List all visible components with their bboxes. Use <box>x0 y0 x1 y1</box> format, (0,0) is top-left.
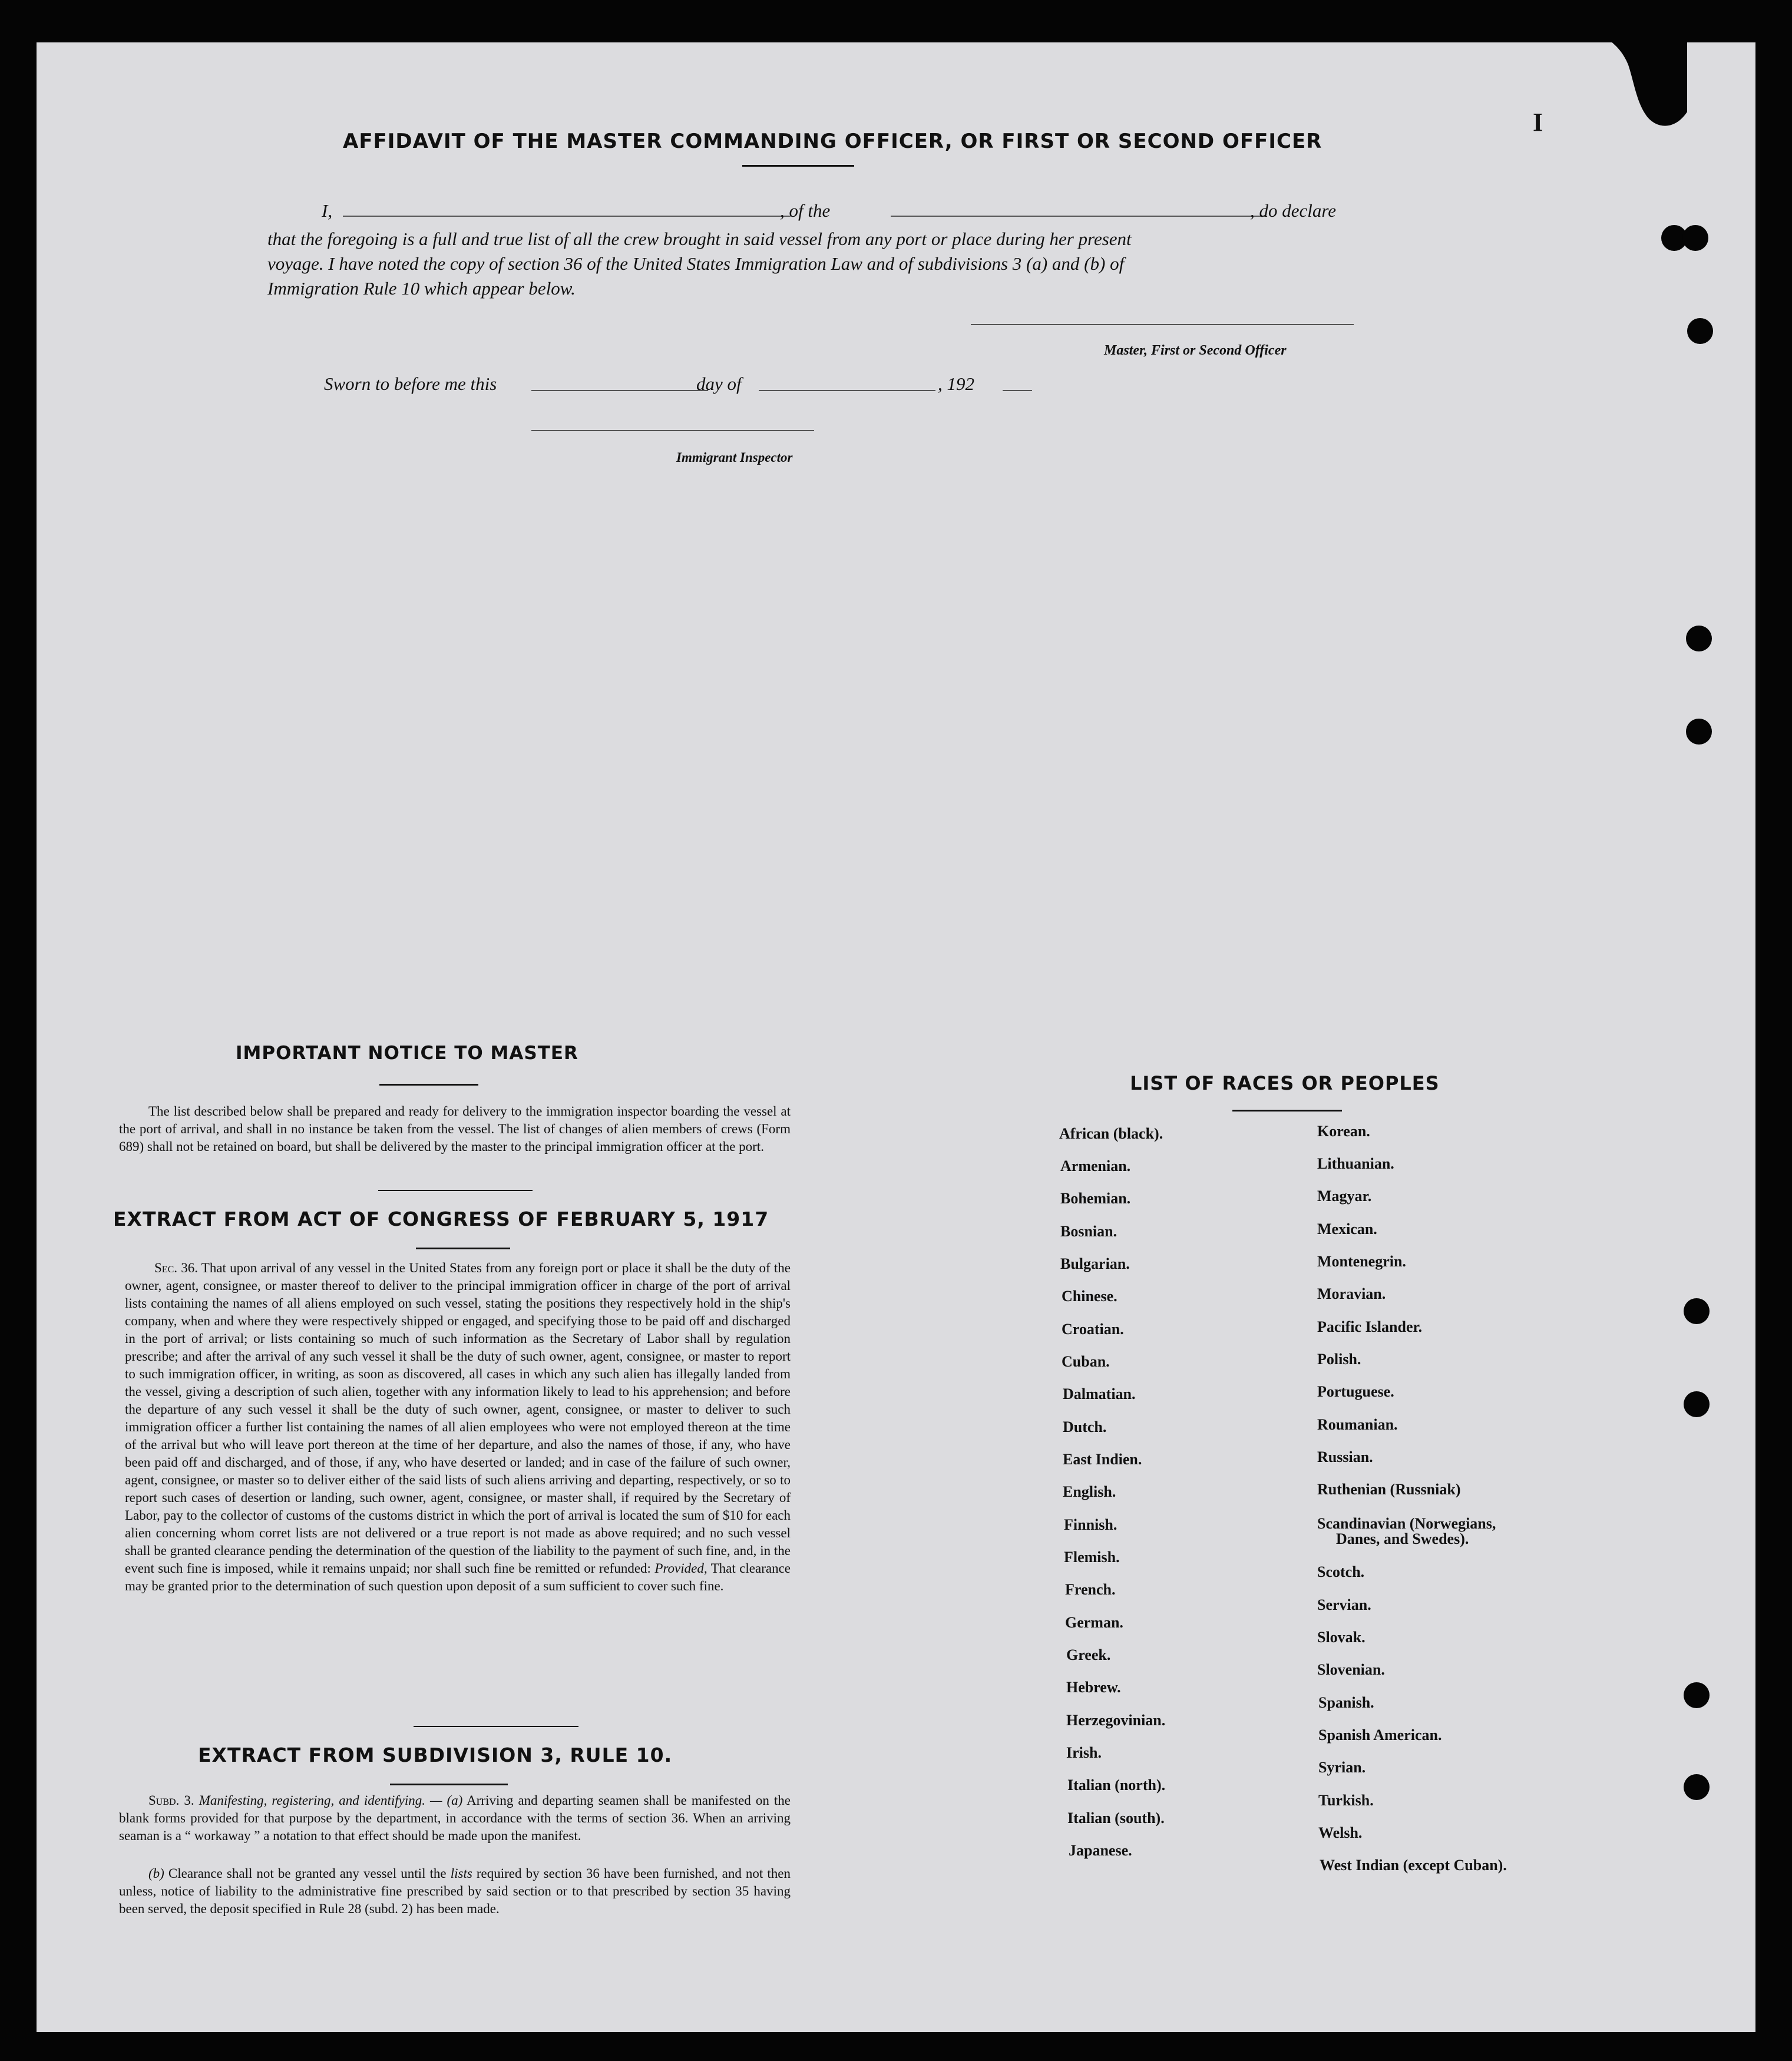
race-item: Bosnian. <box>1060 1223 1117 1240</box>
rule-subd-label: Subd. 3. <box>148 1793 194 1808</box>
race-item: Italian (south). <box>1067 1809 1165 1827</box>
race-item: Croatian. <box>1062 1321 1124 1338</box>
race-item: Moravian. <box>1317 1285 1386 1302</box>
race-item: Hebrew. <box>1066 1679 1121 1696</box>
act-section-body: That upon arrival of any vessel in the United States from any foreign port or place it shall be the duty of the owner, agent, consignee, or master thereof to deliver to the principal immigration officer in charge of the port of arrival lists containing the names of all aliens employed on such vessel, stating the positions they respectively hold in the ship's company, when and where they were respectively shipped or engaged, and specifying those to be paid off and discharged in the port of arrival; or lists containing so much of such information as the Secretary of Labor shall by regulation prescribe; and after the arrival of any such vessel it shall be the duty of such owner, agent, consignee, or master to report to such immigration officer, in writing, as soon as discovered, all cases in which any such alien has illegally landed from the vessel, giving a description of such alien, together with any information likely to lead to his apprehension; and before the departure of any such vessel it shall be the duty of such owner, agent, consignee, or master to deliver to such immigration officer a further list containing the names of all alien employees who were not employed thereon at the time of the arrival but who will leave port thereon at the time of her departure, and also the names of those, if any, who have been paid off and discharged, and of those, if any, who have deserted or landed; and in case of the failure of such owner, agent, consignee, or master so to deliver either of the said lists of such aliens arriving and departing, respectively, or so to report such cases of desertion or landing, such owner, agent, consignee, or master shall, if required by the Secretary of Labor, pay to the collector of customs of the customs district in which the port of arrival is located the sum of $10 for each alien concerning whom corret lists are not delivered or a true report is not made as above required; and no such vessel shall be granted clearance pending the determination of the question of the liability to the payment of such fine, and, in the event such fine is imposed, while it remains unpaid; nor shall such fine be remitted or refunded: <box>125 1261 791 1576</box>
punch-hole <box>1686 719 1712 745</box>
race-item: Scotch. <box>1317 1563 1365 1580</box>
sworn-text: Sworn to before me this <box>324 373 497 394</box>
act-section-label: Sec. 36. <box>154 1261 198 1275</box>
race-item: Magyar. <box>1317 1187 1372 1205</box>
act-end-rule <box>414 1726 578 1727</box>
rule-para-b <box>119 1865 791 1918</box>
rule-para-b-text-2: required by section 36 have been furnished, and not then unless, notice of liability to the administrative fine prescribed by said section or to that prescribed by section 35 having been served, the deposit specified in Rule 28 (subd. 2) has been made. <box>119 1866 791 1916</box>
year-text: , 192 <box>938 373 974 394</box>
punch-hole <box>1686 626 1712 651</box>
punch-hole <box>1687 318 1713 344</box>
notice-rule <box>379 1084 478 1086</box>
affidavit-do-declare: , do declare <box>1250 200 1337 221</box>
affidavit-i-label: I, <box>322 200 333 221</box>
day-of-text: day of <box>696 373 742 394</box>
act-rule <box>416 1248 510 1249</box>
race-item: Korean. <box>1317 1123 1370 1140</box>
rule-title: EXTRACT FROM SUBDIVISION 3, RULE 10. <box>198 1744 673 1766</box>
inspector-label: Immigrant Inspector <box>676 450 793 465</box>
punch-hole <box>1684 1682 1710 1708</box>
rule-para-a-text: Arriving and departing seamen shall be manifested on the blank forms provided for that purpose by the department, in accordance with the terms of section 36. When an arriving seaman is a “ workaway ” a notation to that effect should be made upon the manifest. <box>119 1793 791 1843</box>
punch-hole <box>1684 1774 1710 1800</box>
race-item: Cuban. <box>1062 1353 1110 1370</box>
rule-para-b-lists: lists <box>450 1866 472 1881</box>
name-blank[interactable] <box>343 216 791 217</box>
race-item: Servian. <box>1317 1596 1371 1613</box>
race-item: Roumanian. <box>1317 1416 1398 1433</box>
race-item: Slovenian. <box>1317 1661 1385 1678</box>
race-item: Welsh. <box>1318 1824 1363 1841</box>
race-item: Dutch. <box>1063 1418 1107 1435</box>
race-item: Turkish. <box>1318 1792 1374 1809</box>
rule-title-rule <box>390 1784 508 1785</box>
race-item: Polish. <box>1317 1351 1361 1368</box>
affidavit-line-2: voyage. I have noted the copy of section 36 of the United States Immigration Law and of subdivisions 3 (a) and (b) of <box>267 253 1125 274</box>
affidavit-line-1: that the foregoing is a full and true list of all the crew brought in said vessel from any port or place during her present <box>267 229 1132 249</box>
race-item: English. <box>1063 1483 1116 1500</box>
race-item: Montenegrin. <box>1317 1253 1406 1270</box>
torn-corner <box>1611 41 1687 135</box>
race-item: Greek. <box>1066 1646 1111 1663</box>
race-item: Spanish American. <box>1318 1726 1442 1744</box>
race-item: French. <box>1065 1581 1116 1598</box>
race-item: Bohemian. <box>1060 1190 1131 1207</box>
race-item: Irish. <box>1066 1744 1102 1761</box>
rule-subd-heading: Manifesting, registering, and identifying. — (a) <box>199 1793 463 1808</box>
rule-para-a <box>119 1792 791 1845</box>
title-rule <box>742 165 854 167</box>
notice-title: IMPORTANT NOTICE TO MASTER <box>236 1043 578 1064</box>
corner-mark: I <box>1533 108 1543 137</box>
act-text <box>125 1259 791 1595</box>
race-item: Ruthenian (Russniak) <box>1317 1481 1461 1498</box>
month-blank[interactable] <box>759 390 935 391</box>
affidavit-title: AFFIDAVIT OF THE MASTER COMMANDING OFFICER, OR FIRST OR SECOND OFFICER <box>343 130 1322 153</box>
race-item: Italian (north). <box>1067 1777 1166 1794</box>
affidavit-of-the: , of the <box>780 200 831 221</box>
race-item: Dalmatian. <box>1063 1385 1136 1402</box>
affidavit-line-3: Immigration Rule 10 which appear below. <box>267 278 576 299</box>
race-item: Danes, and Swedes). <box>1336 1530 1469 1547</box>
master-signature-line[interactable] <box>971 324 1354 325</box>
race-item: German. <box>1065 1614 1123 1631</box>
race-item: Spanish. <box>1318 1694 1374 1711</box>
race-item: Pacific Islander. <box>1317 1318 1423 1335</box>
inspector-signature-line[interactable] <box>531 430 814 431</box>
rule-para-b-text-1: Clearance shall not be granted any vessel until the <box>168 1866 447 1881</box>
race-item: Mexican. <box>1317 1220 1377 1238</box>
punch-hole <box>1684 1298 1710 1324</box>
race-item: Finnish. <box>1064 1516 1117 1533</box>
races-title: LIST OF RACES OR PEOPLES <box>1130 1072 1440 1094</box>
act-title: EXTRACT FROM ACT OF CONGRESS OF FEBRUARY 5, 1917 <box>113 1208 769 1230</box>
race-item: Russian. <box>1317 1448 1373 1465</box>
rule-para-b-label: (b) <box>148 1866 164 1881</box>
race-item: West Indian (except Cuban). <box>1320 1857 1507 1874</box>
punch-hole <box>1682 225 1708 251</box>
master-signature-label: Master, First or Second Officer <box>1104 343 1287 358</box>
race-item: Scandinavian (Norwegians, <box>1317 1515 1496 1532</box>
act-provided-word: Provided, <box>654 1561 707 1576</box>
race-item: Lithuanian. <box>1317 1155 1394 1172</box>
race-item: Bulgarian. <box>1060 1255 1130 1272</box>
race-item: East Indien. <box>1063 1451 1142 1468</box>
year-blank[interactable] <box>1003 390 1032 391</box>
notice-end-rule <box>378 1190 533 1191</box>
act-provided-text: That clearance may be granted prior to the determination of such question upon deposit of a sum sufficient to cover such fine. <box>125 1561 791 1593</box>
race-item: Herzegovinian. <box>1066 1712 1166 1729</box>
race-item: Portuguese. <box>1317 1383 1394 1400</box>
race-item: Chinese. <box>1062 1288 1117 1305</box>
race-item: Armenian. <box>1060 1157 1131 1175</box>
race-item: Flemish. <box>1064 1549 1120 1566</box>
races-rule <box>1232 1110 1342 1111</box>
day-blank[interactable] <box>531 390 708 391</box>
notice-text: The list described below shall be prepared and ready for delivery to the immigration inspector boarding the vessel at the port of arrival, and shall in no instance be taken from the vessel. The list of changes of alien members of crews (Form 689) shall not be retained on board, but shall be delivered by the master to the principal immigration officer at the port. <box>119 1104 791 1154</box>
document-page <box>37 42 1755 2032</box>
vessel-blank[interactable] <box>891 216 1265 217</box>
race-item: Japanese. <box>1069 1842 1132 1859</box>
race-item: African (black). <box>1059 1125 1163 1142</box>
race-item: Syrian. <box>1318 1759 1366 1776</box>
punch-hole <box>1684 1391 1710 1417</box>
race-item: Slovak. <box>1317 1629 1366 1646</box>
